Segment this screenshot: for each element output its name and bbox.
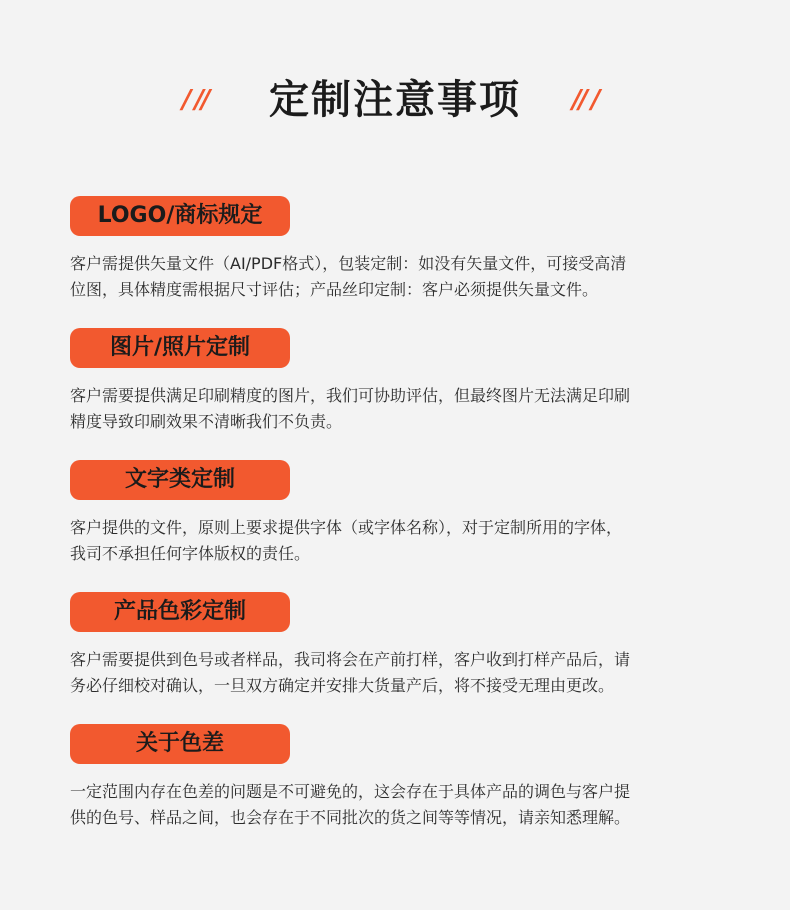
section-logo-trademark [70,196,720,303]
section-heading: 产品色彩定制 [70,592,290,632]
page-header [0,72,790,128]
body-line: 务必仔细校对确认，一旦双方确定并安排大货量产后，将不接受无理由更改。 [70,676,615,695]
section-color-customization [70,592,720,699]
section-text-customization [70,460,720,567]
body-line: 供的色号、样品之间，也会存在于不同批次的货之间等等情况，请亲知悉理解。 [70,808,631,827]
section-color-difference [70,724,720,831]
body-line: 客户提供的文件，原则上要求提供字体（或字体名称），对于定制所用的字体， [70,518,623,537]
section-body [70,647,720,699]
section-body [70,515,720,567]
body-line: 客户需要提供到色号或者样品，我司将会在产前打样，客户收到打样产品后，请 [70,650,631,669]
section-body [70,779,720,831]
section-heading: 文字类定制 [70,460,290,500]
body-line: 客户需要提供满足印刷精度的图片，我们可协助评估，但最终图片无法满足印刷 [70,386,631,405]
section-photo-customization [70,328,720,435]
page-title: 定制注意事项 [269,77,521,123]
slash-decoration-right: // / [572,85,598,115]
body-line: 我司不承担任何字体版权的责任。 [70,544,311,563]
slash-decoration-left: / // [182,85,208,115]
section-body [70,383,720,435]
body-line: 客户需提供矢量文件（AI/PDF格式），包装定制：如没有矢量文件，可接受高清 [70,254,627,273]
section-body [70,251,720,303]
body-line: 位图，具体精度需根据尺寸评估；产品丝印定制：客户必须提供矢量文件。 [70,280,599,299]
section-heading: LOGO/商标规定 [70,196,290,236]
section-heading: 关于色差 [70,724,290,764]
body-line: 精度导致印刷效果不清晰我们不负责。 [70,412,343,431]
body-line: 一定范围内存在色差的问题是不可避免的，这会存在于具体产品的调色与客户提 [70,782,631,801]
section-heading: 图片/照片定制 [70,328,290,368]
